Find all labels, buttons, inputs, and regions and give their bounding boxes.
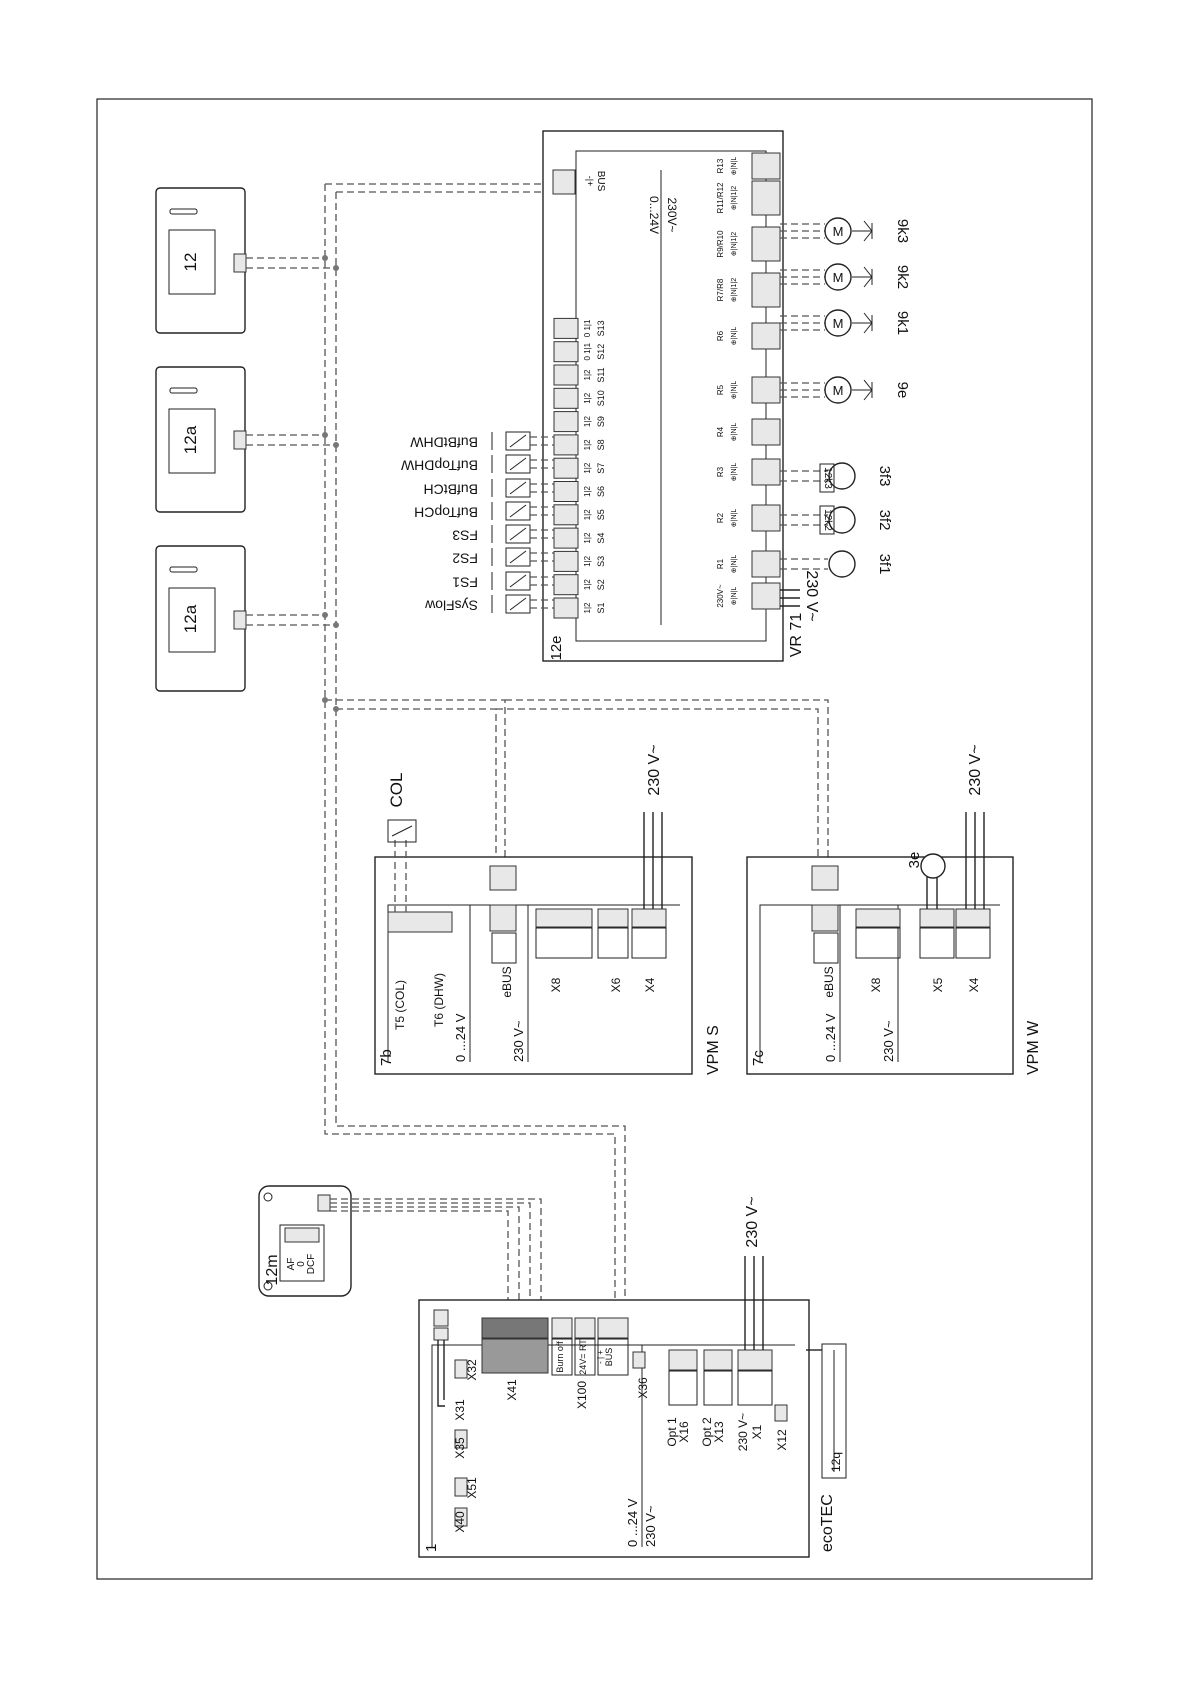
vr71-relay-label: R9/R10 <box>716 230 725 258</box>
valve-label: 9e <box>894 381 911 399</box>
vr71-relay-label: R3 <box>716 466 725 478</box>
vr71-sensor-terminal <box>554 505 578 525</box>
ecotec-x31: X31 <box>453 1399 467 1421</box>
three-way-valve-icon <box>852 380 872 400</box>
contact-12k3: 12k3 <box>822 467 833 489</box>
thermostat-1 <box>156 188 246 333</box>
vr71-relay-label: R13 <box>716 158 725 174</box>
vr71-relay-pins: ⊕|N|L <box>731 586 738 606</box>
ecotec-supply: 230 V~ <box>744 1196 761 1248</box>
vpm-s-ebus: eBUS <box>500 966 514 998</box>
actuator-symbol: M <box>832 316 844 331</box>
ecotec-x1-supply: 230 V~ <box>736 1412 750 1452</box>
sensor-label: BufBtCH <box>423 481 478 498</box>
ecotec-burn-off: Burn off <box>555 1341 565 1373</box>
vr71-sensor-label: S12 <box>596 343 606 360</box>
valve-actuators <box>780 218 911 403</box>
ecotec-x12: X12 <box>775 1429 789 1451</box>
ecotec-x100: X100 <box>575 1380 589 1410</box>
vr71-relay-label: 230V~ <box>716 584 725 608</box>
vr71-relay-terminal <box>752 377 780 403</box>
sensor-label: FS2 <box>452 550 478 567</box>
actuator-symbol: M <box>832 224 844 239</box>
vpm-w-x8: X8 <box>869 977 883 993</box>
ecotec-low-voltage: 0 ...24 V <box>625 1498 640 1547</box>
vr71-relay-label: R11/R12 <box>716 182 725 214</box>
vr71-sensor-pins: 0 1|1 <box>583 319 592 338</box>
ecotec-x41: X41 <box>505 1379 519 1401</box>
three-way-valve-icon <box>852 313 872 333</box>
thermostat-3 <box>156 546 246 691</box>
vr71-high-voltage: 230V~ <box>665 197 679 233</box>
vr71-bus-pins: -|+ <box>585 175 595 187</box>
ecotec-opt2-x13: X13 <box>712 1421 726 1443</box>
sensor-label: BufTopCH <box>414 504 478 521</box>
vr71-sensor-pins: 1|2 <box>583 439 592 451</box>
vr71-relay-pins: ⊕|N|L <box>731 422 738 442</box>
sensor-label: BufBtDHW <box>410 434 478 451</box>
ecotec-x32: X32 <box>465 1359 479 1381</box>
vr71-id: 12e <box>548 635 565 661</box>
sensor-label: FS1 <box>452 574 478 591</box>
vr71-low-voltage: 0...24V <box>647 195 661 235</box>
ecotec-bus-pins: - | + <box>596 1350 605 1364</box>
pump-label: 3f1 <box>876 553 893 575</box>
vr71-sensor-pins: 1|2 <box>583 509 592 521</box>
vr71-sensor-pins: 1|2 <box>583 486 592 497</box>
vr71-relay-pins: ⊕|N|1|2 <box>731 185 738 211</box>
ecotec-opt1-label: Opt 1 <box>665 1417 679 1447</box>
ecotec-x40: X40 <box>453 1511 467 1533</box>
vr71-relay-label: R4 <box>716 426 725 438</box>
vr71-bus-terminal <box>553 170 575 194</box>
circulation-pumps <box>780 463 893 606</box>
vpm-w-id: 7c <box>750 1050 767 1066</box>
actuator-symbol: M <box>832 270 844 285</box>
vr71-sensor-terminal <box>554 482 578 502</box>
vr71-sensor-terminal <box>554 435 578 455</box>
vpm-s-low-voltage: 0 ...24 V <box>453 1013 468 1062</box>
ecotec-high-voltage: 230 V~ <box>643 1505 658 1547</box>
vr71-relay-terminal <box>752 273 780 307</box>
three-way-valve-icon <box>852 221 872 241</box>
pump-label: 3f3 <box>876 465 893 487</box>
vr71-relay-pins: ⊕|N|L <box>731 554 738 574</box>
ecotec-bus: BUS <box>604 1347 614 1367</box>
vpm-w-name: VPM W <box>1025 1020 1042 1075</box>
vr71-relay-terminal <box>752 323 780 349</box>
thermostat-2 <box>156 367 246 512</box>
vpm-w-pump: 3e <box>906 851 923 869</box>
ecotec-x51: X51 <box>465 1477 479 1499</box>
thermostat-1-label: 12 <box>181 252 200 272</box>
vr71-sensor-label: S5 <box>596 509 606 521</box>
receiver-id: 12m <box>264 1254 281 1286</box>
vr71-sensor-label: S6 <box>596 485 606 498</box>
vpm-s-t6: T6 (DHW) <box>432 973 446 1027</box>
vpm-s-supply: 230 V~ <box>646 744 663 796</box>
vpm-w-x5: X5 <box>931 977 945 993</box>
receiver-line-af: AF <box>286 1257 297 1271</box>
vr71-relay-terminal <box>752 505 780 531</box>
vr71-relay-label: R7/R8 <box>716 278 725 302</box>
ecotec-x36: X36 <box>636 1377 650 1399</box>
vr71-relay-terminal <box>752 153 780 179</box>
vr71-sensor-pins: 1|2 <box>583 579 592 591</box>
vr71-sensor-label: S13 <box>596 320 606 337</box>
vr71-relay-label: R5 <box>716 384 725 396</box>
ecotec-module <box>419 1196 846 1557</box>
ecotec-x1: X1 <box>750 1424 764 1440</box>
vr71-relay-terminal <box>752 419 780 445</box>
vr71-sensor-label: S11 <box>596 367 606 383</box>
vr71-sensor-pins: 1|2 <box>583 462 592 474</box>
vr71-sensor-label: S4 <box>596 532 606 544</box>
vr71-bus-label: BUS <box>595 170 606 192</box>
temperature-sensors <box>400 432 554 613</box>
vpm-s-name: VPM S <box>705 1025 722 1075</box>
pump-icon <box>829 551 855 577</box>
vpm-s-col-sensor: COL <box>387 772 406 808</box>
vr71-sensor-pins: 1|2 <box>583 369 592 381</box>
vr71-sensor-terminal <box>554 388 578 408</box>
vr71-sensor-label: S8 <box>596 439 606 451</box>
vr71-relay-terminal <box>752 227 780 261</box>
pump-contacts <box>820 464 834 534</box>
vr71-sensor-terminal <box>554 412 578 432</box>
vpm-s-t5: T5 (COL) <box>393 979 407 1031</box>
vr71-sensor-terminal <box>554 575 578 595</box>
vpm-w-module <box>747 744 1042 1075</box>
vpm-w-low-voltage: 0 ...24 V <box>823 1013 838 1062</box>
three-way-valve-icon <box>852 267 872 287</box>
vpm-w-supply: 230 V~ <box>967 744 984 796</box>
valve-label: 9k3 <box>894 218 911 244</box>
vr71-sensor-label: S7 <box>596 462 606 474</box>
vr71-name: VR 71 <box>788 612 805 658</box>
thermostat-3-label: 12a <box>181 604 200 634</box>
vr71-sensor-pins: 0 1|1 <box>583 342 592 361</box>
ecotec-opt2-label: Opt 2 <box>700 1417 714 1447</box>
thermostat-2-label: 12a <box>181 425 200 455</box>
sensor-label: FS3 <box>452 527 478 544</box>
vpm-s-t5-t6-terminal <box>388 912 452 932</box>
ecotec-x35: X35 <box>453 1437 467 1459</box>
vr71-relay-terminal <box>752 551 780 577</box>
vr71-relay-pins: ⊕|N|L <box>731 380 738 400</box>
dcf-receiver <box>259 1186 541 1318</box>
vpm-s-x6: X6 <box>609 977 623 993</box>
vr71-relay-terminal <box>752 459 780 485</box>
vpm-s-x8: X8 <box>549 977 563 993</box>
vr71-relay-pins: ⊕|N|L <box>731 462 738 482</box>
vr71-relay-terminal <box>752 181 780 215</box>
ecotec-rt: 24V= RT <box>578 1339 588 1375</box>
vr71-sensor-label: S9 <box>596 416 606 428</box>
vr71-relay-label: R1 <box>716 558 725 570</box>
vr71-sensor-pins: 1|2 <box>583 416 592 428</box>
vr71-sensor-terminal <box>554 551 578 571</box>
ecotec-sensor: 12q <box>829 1451 843 1473</box>
pump-label: 3f2 <box>876 509 893 531</box>
vr71-relay-pins: ⊕|N|1|2 <box>731 277 738 303</box>
vr71-sensor-pins: 1|2 <box>583 602 592 614</box>
valve-label: 9k1 <box>894 310 911 336</box>
vr71-relay-pins: ⊕|N|L <box>731 508 738 528</box>
sensor-label: SysFlow <box>425 597 478 614</box>
vr71-sensor-label: S2 <box>596 579 606 591</box>
vr71-sensor-label: S1 <box>596 602 606 614</box>
vpm-s-id: 7b <box>378 1049 395 1066</box>
vpm-s-high-voltage: 230 V~ <box>511 1020 526 1062</box>
receiver-line-0: 0 <box>296 1261 307 1267</box>
vpm-w-high-voltage: 230 V~ <box>881 1020 896 1062</box>
vr71-relay-pins: ⊕|N|L <box>731 156 738 176</box>
vr71-relay-label: R6 <box>716 330 725 342</box>
vr71-relay-pins: ⊕|N|L <box>731 326 738 346</box>
vr71-sensor-terminal <box>554 598 578 618</box>
vr71-relay-label: R2 <box>716 512 725 524</box>
sensor-label: BufTopDHW <box>400 457 478 474</box>
vr71-sensor-terminal <box>554 365 578 385</box>
vr71-relay-pins: ⊕|N|1|2 <box>731 231 738 257</box>
vr71-sensor-label: S3 <box>596 555 606 567</box>
vr71-sensor-terminal <box>554 458 578 478</box>
vr71-relay-terminal <box>752 583 780 609</box>
valve-label: 9k2 <box>894 264 911 290</box>
pump-3e-icon <box>921 854 945 878</box>
vpm-s-module <box>375 744 722 1075</box>
vr71-sensor-terminal <box>554 318 578 338</box>
ecotec-id: 1 <box>423 1543 440 1552</box>
vr71-sensor-pins: 1|2 <box>583 555 592 567</box>
receiver-line-dcf: DCF <box>306 1253 317 1275</box>
vr71-sensor-terminal <box>554 528 578 548</box>
vr71-supply: 230 V~ <box>803 570 820 622</box>
vr71-sensor-pins: 1|2 <box>583 392 592 404</box>
actuator-symbol: M <box>832 383 844 398</box>
vpm-w-ebus: eBUS <box>822 966 836 998</box>
ecotec-opt1-x16: X16 <box>677 1421 691 1443</box>
vr71-sensor-label: S10 <box>596 390 606 407</box>
vr71-sensor-pins: 1|2 <box>583 532 592 544</box>
vr71-sensor-terminal <box>554 342 578 362</box>
vpm-w-x4: X4 <box>967 977 981 993</box>
ecotec-name: ecoTEC <box>819 1494 836 1552</box>
contact-12k2: 12k2 <box>822 509 833 531</box>
vpm-s-x4: X4 <box>643 977 657 993</box>
